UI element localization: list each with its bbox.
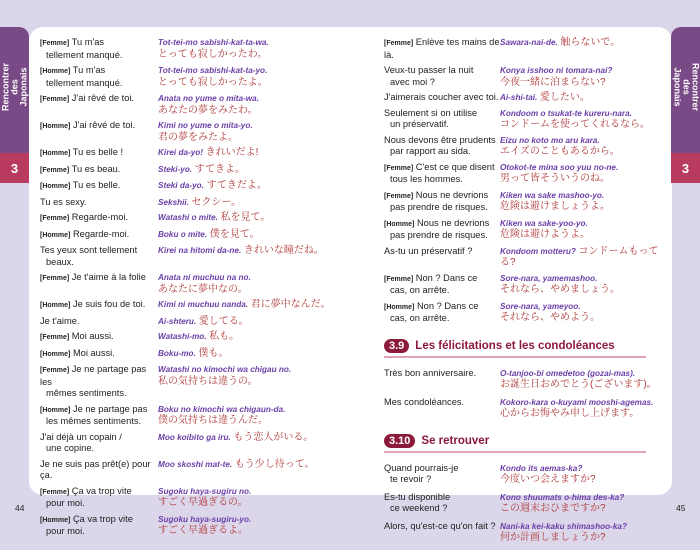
phrase-row [40, 331, 340, 344]
kana-text: 僕を見て。 [209, 228, 260, 240]
romaji-text: Anata ni muchuu na no. [158, 273, 251, 282]
romaji-text: Watashi no kimochi wa chigau no. [158, 365, 292, 374]
french-line-1: Regarde-moi. [71, 212, 129, 222]
romaji-text: Tot-tei-mo sabishi-kat-ta-wa. [158, 38, 269, 47]
french-line-1: Tu es sexy. [40, 196, 87, 207]
french-line-1: Mes condoléances. [384, 396, 465, 407]
kana-text: 男って皆そういうのね。 [500, 173, 610, 184]
french-line-1: Nous ne devrions [416, 217, 490, 228]
phrase-row [384, 92, 674, 104]
gender-tag: [Homme] [40, 123, 71, 130]
french-line-1: Ça va trop vite [71, 485, 132, 496]
french-phrase [40, 180, 158, 193]
romaji-text: Anata no yume o mita-wa. [158, 94, 259, 103]
french-line-1: J'ai déjà un copain / [40, 431, 122, 442]
japanese-phrase [158, 245, 324, 268]
japanese-phrase [158, 331, 239, 344]
romaji-text: Kirei na hitomi da-ne. [158, 246, 242, 255]
kana-text: もう少し待って。 [234, 458, 315, 470]
kana-text: 危険は避けましょうよ。 [500, 201, 610, 212]
phrase-row [40, 229, 340, 242]
french-phrase [40, 331, 158, 344]
japanese-phrase [500, 218, 590, 242]
section-title: Se retrouver [421, 434, 490, 447]
romaji-text: Sawara-nai-de. [500, 38, 558, 47]
kana-text: もう恋人がいる。 [233, 431, 314, 443]
romaji-text: Kondo its aemas-ka? [500, 463, 583, 473]
chapter-number-left: 3 [0, 153, 29, 183]
gender-tag: [Femme] [384, 275, 414, 283]
japanese-phrase [158, 364, 291, 400]
gender-tag: [Femme] [40, 334, 70, 341]
romaji-text: Steki da-yo. [158, 181, 204, 190]
french-phrase [384, 162, 500, 186]
gender-tag: [Femme] [40, 275, 70, 282]
gender-tag: [Homme] [40, 406, 71, 414]
kana-text: お誕生日おめでとう(ございます)。 [500, 379, 657, 390]
section-heading [384, 434, 646, 453]
french-line-1: Nous ne devrions [415, 189, 489, 200]
kana-text: とっても寂しかったわ。 [158, 48, 268, 60]
french-phrase [384, 521, 500, 544]
phrase-row [40, 180, 340, 193]
kana-text: すごく早過ぎるよ。 [158, 525, 248, 536]
phrase-row [384, 37, 674, 61]
japanese-phrase [158, 299, 331, 312]
french-phrase [40, 316, 158, 328]
phrase-row [384, 108, 674, 131]
french-phrase [384, 273, 500, 297]
japanese-phrase [500, 246, 674, 269]
french-line-1: Tes yeux sont tellement [40, 245, 138, 255]
french-line-2: cas, on arrête. [390, 285, 450, 295]
kana-text: すてきだよ。 [206, 180, 267, 191]
romaji-text: Moo skoshi mat-te. [158, 459, 233, 469]
phrase-row [384, 521, 674, 544]
romaji-text: Kimi ni muchuu nanda. [158, 300, 249, 309]
tab-line: Rencontrer [690, 62, 700, 112]
kana-text: とっても寂しかったよ。 [158, 76, 268, 88]
french-line-1: Non ? Dans ce [415, 272, 478, 283]
french-line-2: une copine. [46, 443, 95, 453]
french-line-1: Tu es beau. [71, 163, 121, 174]
gender-tag: [Femme] [40, 367, 70, 374]
french-phrase [40, 93, 158, 116]
romaji-text: Kiken wa sake-yoo-yo. [500, 218, 588, 228]
japanese-phrase [158, 93, 259, 116]
phrase-row [40, 147, 340, 160]
french-line-1: Quand pourrais-je [384, 462, 459, 473]
romaji-text: Kono shuumats o-hima des-ka? [500, 492, 625, 502]
french-phrase [40, 120, 158, 143]
romaji-text: Ai-shi-tai. [500, 93, 538, 102]
chapter-tab-label [672, 63, 699, 111]
japanese-phrase [158, 272, 251, 295]
french-phrase [40, 459, 158, 482]
french-phrase [40, 212, 158, 225]
kana-text: 愛したい。 [539, 92, 590, 103]
kana-text: 私を見て。 [220, 212, 271, 223]
kana-text: あなたの夢をみたわ。 [158, 104, 258, 116]
kana-text: それなら、やめよう。 [500, 312, 600, 323]
french-line-1: Regarde-moi. [72, 228, 130, 239]
french-line-2: mêmes sentiments. [46, 388, 127, 398]
kana-text: 君の夢をみたよ。 [158, 131, 238, 143]
french-line-1: J'ai rêvé de toi. [71, 93, 135, 103]
kana-text: 愛してる。 [198, 315, 249, 327]
japanese-phrase [500, 108, 650, 131]
romaji-text: Konya isshoo ni tomara-nai? [500, 66, 613, 75]
french-line-2: tellement manqué. [46, 77, 123, 88]
french-phrase [40, 272, 158, 295]
french-phrase [40, 164, 158, 177]
japanese-phrase [500, 368, 657, 391]
kana-text: すてきよ。 [194, 163, 246, 175]
french-line-2: pas prendre de risques. [390, 202, 488, 212]
kana-text: コンドームもってる? [499, 245, 659, 268]
romaji-text: Steki-yo. [158, 164, 193, 174]
phrase-row [384, 397, 674, 420]
phrase-row [40, 432, 340, 455]
japanese-phrase [500, 190, 610, 214]
japanese-phrase [500, 301, 600, 325]
french-phrase [40, 348, 158, 361]
gender-tag: [Homme] [40, 150, 71, 157]
french-phrase [40, 147, 158, 160]
french-line-1: J'aimerais coucher avec toi. [384, 92, 499, 102]
japanese-phrase [500, 273, 620, 297]
french-line-1: Seulement si on utilise [384, 107, 478, 118]
kana-text: 私も。 [209, 331, 240, 342]
japanese-phrase [158, 432, 313, 455]
kana-text: 今度いつ会えますか? [500, 474, 596, 485]
french-phrase [40, 37, 158, 61]
chapter-tab-label [1, 63, 28, 111]
gender-tag: [Femme] [40, 215, 70, 222]
romaji-text: Boku no kimochi wa chigaun-da. [158, 404, 286, 414]
phrase-row [40, 65, 340, 89]
phrase-row [384, 190, 674, 214]
kana-text: 危険は避けようよ。 [500, 229, 590, 240]
phrase-row [40, 197, 340, 209]
french-line-1: As-tu un préservatif ? [384, 245, 473, 256]
page-number-right: 45 [676, 503, 686, 513]
french-line-1: Nous devons être prudents [384, 134, 496, 145]
gender-tag: [Homme] [384, 220, 415, 228]
french-phrase [40, 432, 158, 455]
romaji-text: Sekshii. [158, 197, 189, 207]
page-number-left: 44 [15, 503, 25, 513]
french-line-2: pour moi. [46, 526, 85, 536]
phrase-row [40, 299, 340, 312]
kana-text: それなら、やめましょう。 [500, 284, 620, 295]
gender-tag: [Femme] [40, 96, 70, 103]
french-line-2: pas prendre de risques. [390, 230, 488, 240]
french-phrase [40, 404, 158, 428]
french-line-1: J'ai rêvé de toi. [72, 120, 136, 130]
phrase-row [40, 120, 340, 143]
romaji-text: Kimi no yume o mita-yo. [158, 121, 253, 130]
japanese-phrase [500, 397, 653, 420]
french-line-2: te revoir ? [390, 474, 432, 484]
french-line-1: Je t'aime. [40, 315, 80, 326]
right-page-phrases [384, 37, 674, 550]
left-page-phrases [40, 37, 340, 542]
japanese-phrase [158, 316, 249, 328]
french-phrase [384, 65, 500, 88]
section-number-badge: 3.10 [384, 434, 415, 448]
french-phrase [384, 37, 500, 61]
french-phrase [384, 301, 500, 325]
kana-text: エイズのこともあるから。 [500, 146, 620, 157]
romaji-text: Sore-nara, yameyoo. [500, 301, 581, 311]
tab-line: Japonais [18, 67, 28, 107]
french-line-1: Ça va trop vite [72, 513, 133, 524]
french-line-2: un préservatif. [390, 119, 449, 129]
french-line-2: tellement manqué. [46, 49, 123, 60]
japanese-phrase [158, 348, 228, 361]
gender-tag: [Homme] [40, 516, 71, 524]
kana-text: あなたに夢中なの。 [158, 283, 248, 295]
phrase-row [40, 212, 340, 225]
gender-tag: [Femme] [40, 166, 70, 174]
kana-text: 触らないで。 [560, 37, 621, 48]
phrase-row [40, 486, 340, 510]
french-line-1: Es-tu disponible [384, 491, 451, 502]
phrase-row [40, 316, 340, 328]
phrase-row [384, 162, 674, 186]
french-line-1: Je ne suis pas prêt(e) pour ça. [40, 458, 151, 480]
french-line-1: C'est ce que disent [415, 161, 495, 172]
french-phrase [384, 218, 500, 242]
romaji-text: Kirei da-yo! [158, 148, 204, 157]
japanese-phrase [158, 164, 245, 177]
french-line-1: Très bon anniversaire. [384, 367, 477, 378]
french-phrase [40, 65, 158, 89]
kana-text: この週末おひまですか? [500, 503, 606, 514]
romaji-text: Sugoku haya-sugiru-yo. [158, 514, 252, 524]
phrase-row [40, 164, 340, 177]
french-line-1: Tu m'as [71, 37, 105, 47]
japanese-phrase [500, 463, 596, 486]
french-phrase [40, 197, 158, 209]
romaji-text: Watashi o mite. [158, 213, 218, 222]
tab-line: Rencontrer [0, 62, 10, 112]
french-line-1: Tu es belle ! [72, 147, 124, 157]
chapter-number-right: 3 [671, 153, 700, 183]
french-line-1: Je ne partage pas [72, 403, 148, 414]
japanese-phrase [158, 212, 270, 225]
japanese-phrase [158, 180, 267, 193]
romaji-text: O-tanjoo-bi omedetoo (gozai-mas). [500, 368, 636, 378]
french-phrase [384, 246, 500, 269]
french-phrase [384, 397, 500, 420]
phrase-row [384, 301, 674, 325]
japanese-phrase [158, 120, 253, 143]
french-phrase [384, 492, 500, 515]
tab-line: des [9, 79, 19, 95]
french-line-2: avec moi ? [390, 76, 435, 87]
kana-text: 心からお悔やみ申し上げます。 [500, 408, 640, 419]
tab-line: Japonais [672, 67, 682, 107]
phrase-row [384, 368, 674, 391]
french-line-1: Alors, qu'est-ce qu'on fait ? [384, 520, 496, 531]
french-line-1: Veux-tu passer la nuit [384, 65, 474, 75]
romaji-text: Ai-shteru. [158, 316, 197, 326]
french-line-1: Tu m'as [72, 65, 106, 75]
phrase-row [384, 273, 674, 297]
gender-tag: [Homme] [40, 231, 71, 239]
romaji-text: Sore-nara, yamemashoo. [500, 273, 598, 283]
chapter-tab-left [0, 27, 29, 153]
french-line-1: Moi aussi. [72, 347, 115, 358]
romaji-text: Boku o mite. [158, 229, 208, 239]
french-phrase [40, 299, 158, 312]
french-line-1: Non ? Dans ce [416, 300, 479, 311]
romaji-text: Kokoro-kara o-kuyami mooshi-agemas. [500, 397, 654, 407]
french-line-2: par rapport au sida. [390, 146, 471, 156]
japanese-phrase [158, 147, 258, 160]
phrase-row [384, 463, 674, 486]
phrase-row [384, 218, 674, 242]
japanese-phrase [158, 404, 285, 428]
chapter-tab-right [671, 27, 700, 153]
gender-tag: [Femme] [384, 40, 414, 47]
japanese-phrase [500, 37, 620, 61]
french-line-1: Je ne partage pas les [40, 364, 147, 387]
phrase-row [40, 348, 340, 361]
gender-tag: [Homme] [40, 68, 71, 75]
french-phrase [40, 486, 158, 510]
french-line-1: Je t'aime à la folie [71, 272, 146, 282]
section-title: Les félicitations et les condoléances [415, 339, 615, 352]
japanese-phrase [158, 197, 241, 209]
romaji-text: Watashi-mo. [158, 332, 207, 341]
phrase-row [40, 364, 340, 400]
japanese-phrase [500, 162, 618, 186]
kana-text: 君に夢中なんだ。 [250, 299, 331, 310]
gender-tag: [Femme] [384, 164, 414, 172]
french-line-1: Je suis fou de toi. [72, 299, 146, 309]
kana-text: 私の気持ちは違うの。 [158, 375, 258, 387]
romaji-text: Kondoom o tsukat-te kureru-nara. [500, 108, 632, 118]
tab-line: des [681, 79, 691, 95]
gender-tag: [Homme] [384, 303, 415, 311]
romaji-text: Nani-ka kei-kaku shimashoo-ka? [500, 521, 627, 531]
phrase-row [40, 93, 340, 116]
kana-text: きれいな瞳だね。 [243, 245, 324, 256]
kana-text: コンドームを使ってくれるなら。 [500, 119, 650, 130]
japanese-phrase [500, 135, 620, 158]
french-line-2: les mêmes sentiments. [46, 416, 142, 426]
romaji-text: Moo koibito ga iru. [158, 432, 231, 442]
japanese-phrase [158, 459, 315, 482]
japanese-phrase [158, 65, 268, 89]
french-phrase [384, 92, 500, 104]
phrase-row [40, 37, 340, 61]
phrase-row [40, 245, 340, 268]
romaji-text: Tot-tei-mo sabishi-kat-ta-yo. [158, 66, 268, 75]
japanese-phrase [500, 492, 624, 515]
kana-text: すごく早過ぎるの。 [158, 497, 248, 508]
kana-text: 今夜一緒に泊まらない? [500, 76, 606, 88]
kana-text: きれいだよ! [205, 147, 259, 158]
phrase-row [384, 65, 674, 88]
japanese-phrase [158, 486, 251, 510]
romaji-text: Boku-mo. [158, 348, 196, 358]
french-line-2: tous les hommes. [390, 174, 463, 184]
kana-text: 何か計画しましょうか? [500, 532, 606, 543]
romaji-text: Otokot-te mina soo yuu no-ne. [500, 162, 619, 172]
french-line-1: Enlève tes mains de là. [384, 37, 500, 60]
french-line-2: beaux. [46, 256, 74, 267]
romaji-text: Kiken wa sake mashoo-yo. [500, 190, 605, 200]
french-line-2: cas, on arrête. [390, 313, 450, 323]
french-phrase [384, 368, 500, 391]
gender-tag: [Homme] [40, 350, 71, 358]
gender-tag: [Femme] [384, 192, 414, 200]
kana-text: 僕も。 [198, 347, 229, 359]
japanese-phrase [500, 92, 590, 104]
french-phrase [40, 245, 158, 268]
japanese-phrase [500, 65, 612, 88]
gender-tag: [Homme] [40, 183, 71, 190]
phrase-row [384, 492, 674, 515]
french-phrase [384, 463, 500, 486]
french-phrase [384, 135, 500, 158]
kana-text: セクシー。 [191, 196, 242, 208]
japanese-phrase [158, 37, 269, 61]
french-line-2: pour moi. [46, 498, 85, 508]
gender-tag: [Homme] [40, 302, 71, 309]
french-phrase [40, 229, 158, 242]
section-number-badge: 3.9 [384, 339, 409, 353]
french-phrase [40, 364, 158, 400]
gender-tag: [Femme] [40, 40, 70, 47]
french-line-1: Tu es belle. [72, 180, 121, 190]
phrase-row [40, 404, 340, 428]
japanese-phrase [500, 521, 627, 544]
romaji-text: Sugoku haya-sugiru no. [158, 486, 252, 496]
gender-tag: [Femme] [40, 488, 70, 496]
romaji-text: Kondoom motteru? [499, 246, 576, 256]
french-line-2: ce weekend ? [390, 503, 448, 513]
phrase-row [384, 135, 674, 158]
kana-text: 僕の気持ちは違うんだ。 [158, 415, 268, 426]
phrase-row [40, 272, 340, 295]
japanese-phrase [158, 229, 260, 242]
romaji-text: Eizu no koto mo aru kara. [500, 135, 600, 145]
french-phrase [384, 108, 500, 131]
section-heading [384, 339, 646, 358]
french-phrase [384, 190, 500, 214]
phrase-row [384, 246, 674, 269]
phrase-row [40, 459, 340, 482]
french-line-1: Moi aussi. [71, 331, 114, 341]
